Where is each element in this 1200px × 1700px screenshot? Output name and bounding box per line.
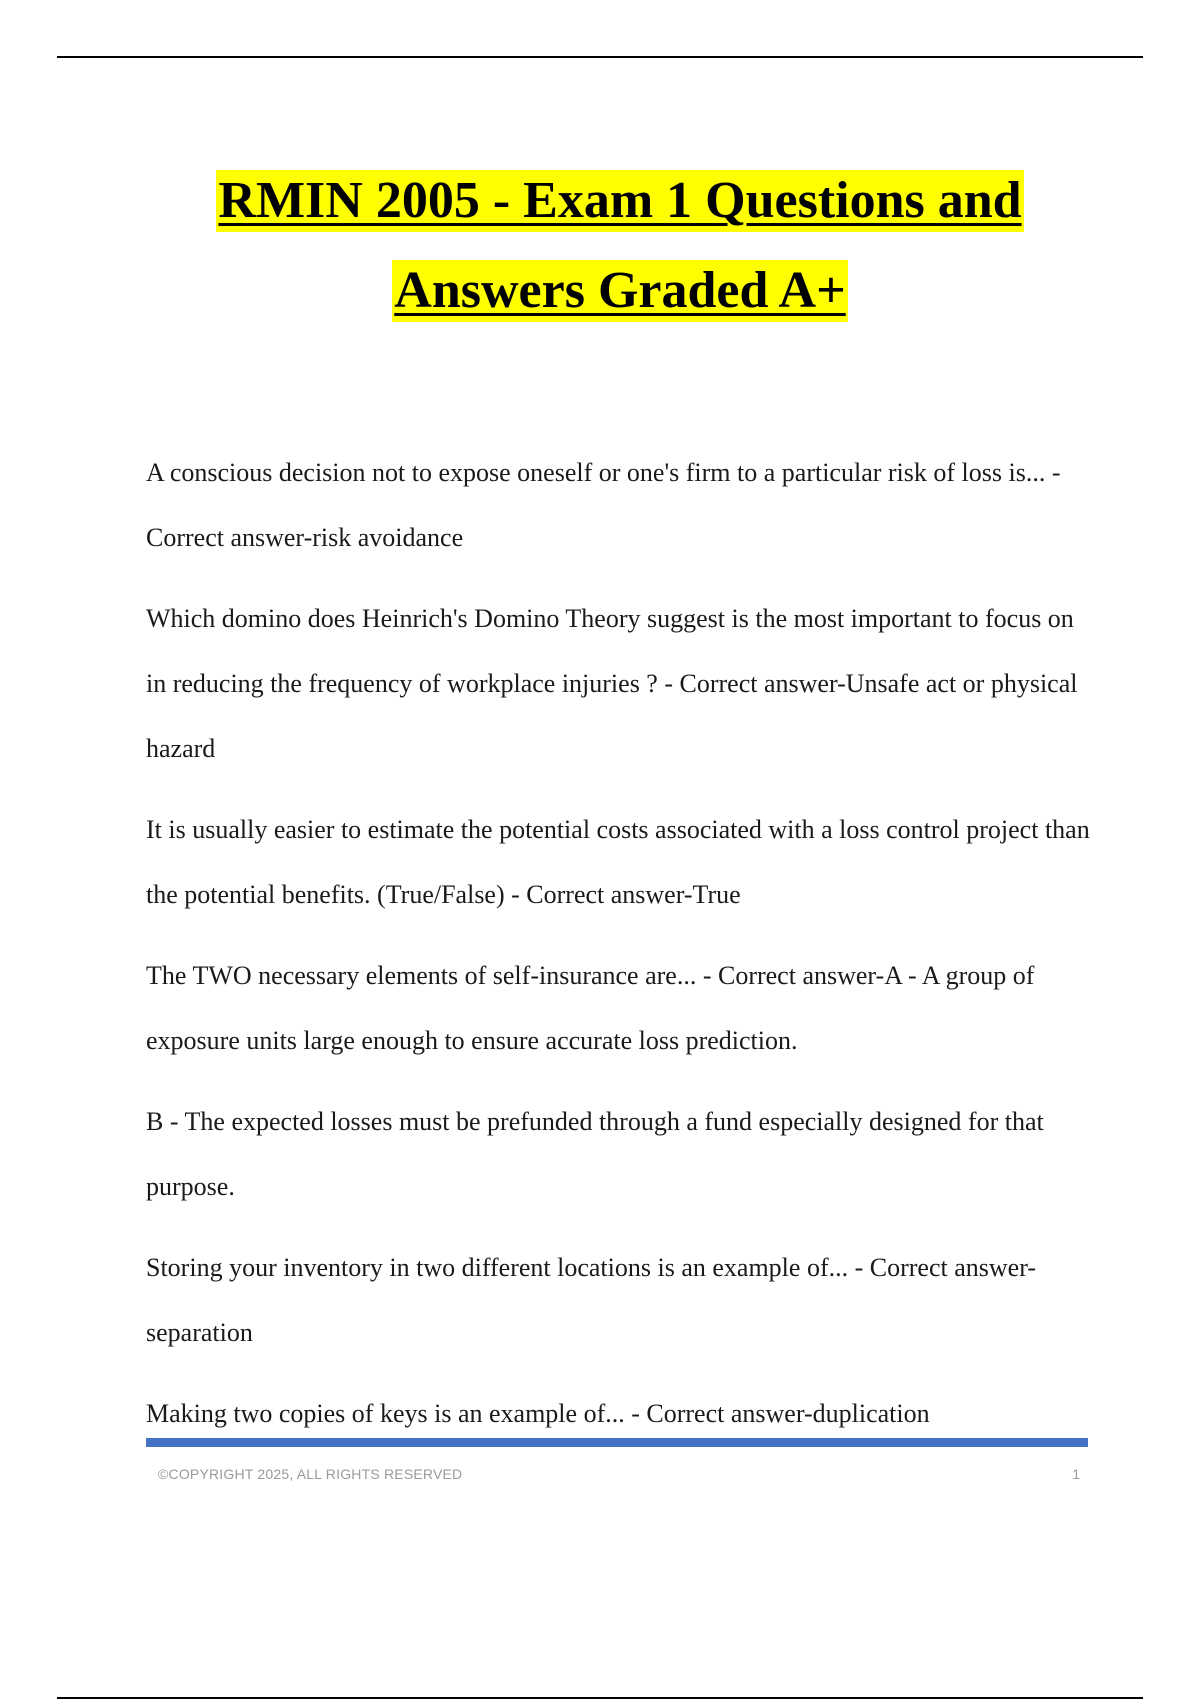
- qa-item: Storing your inventory in two different locations is an example of... - Correct answer-separation: [146, 1253, 1036, 1347]
- top-rule: [57, 56, 1143, 58]
- title-line-1: RMIN 2005 - Exam 1 Questions and: [216, 170, 1023, 232]
- footer-copyright: ©COPYRIGHT 2025, ALL RIGHTS RESERVED: [158, 1466, 463, 1482]
- qa-item: The TWO necessary elements of self-insurance are... - Correct answer-A - A group of exposure units large enough to ensure accurate loss prediction.: [146, 961, 1035, 1055]
- bottom-rule: [57, 1697, 1143, 1699]
- qa-item: Which domino does Heinrich's Domino Theory suggest is the most important to focus on in reducing the frequency of workplace injuries ? - Correct answer-Unsafe act or physical hazard: [146, 604, 1078, 763]
- qa-item: Making two copies of keys is an example of... - Correct answer-duplication: [146, 1399, 930, 1428]
- qa-item: B - The expected losses must be prefunded through a fund especially designed for that purpose.: [146, 1107, 1044, 1201]
- footer-bar: [146, 1438, 1088, 1447]
- qa-list: [146, 440, 1096, 1462]
- qa-item: It is usually easier to estimate the potential costs associated with a loss control project than the potential benefits. (True/False) - Correct answer-True: [146, 815, 1090, 909]
- title-line-2: Answers Graded A+: [392, 260, 847, 322]
- page-number: 1: [1072, 1466, 1080, 1482]
- qa-item: A conscious decision not to expose oneself or one's firm to a particular risk of loss is... - Correct answer-risk avoidance: [146, 458, 1061, 552]
- document-title: [60, 170, 1180, 322]
